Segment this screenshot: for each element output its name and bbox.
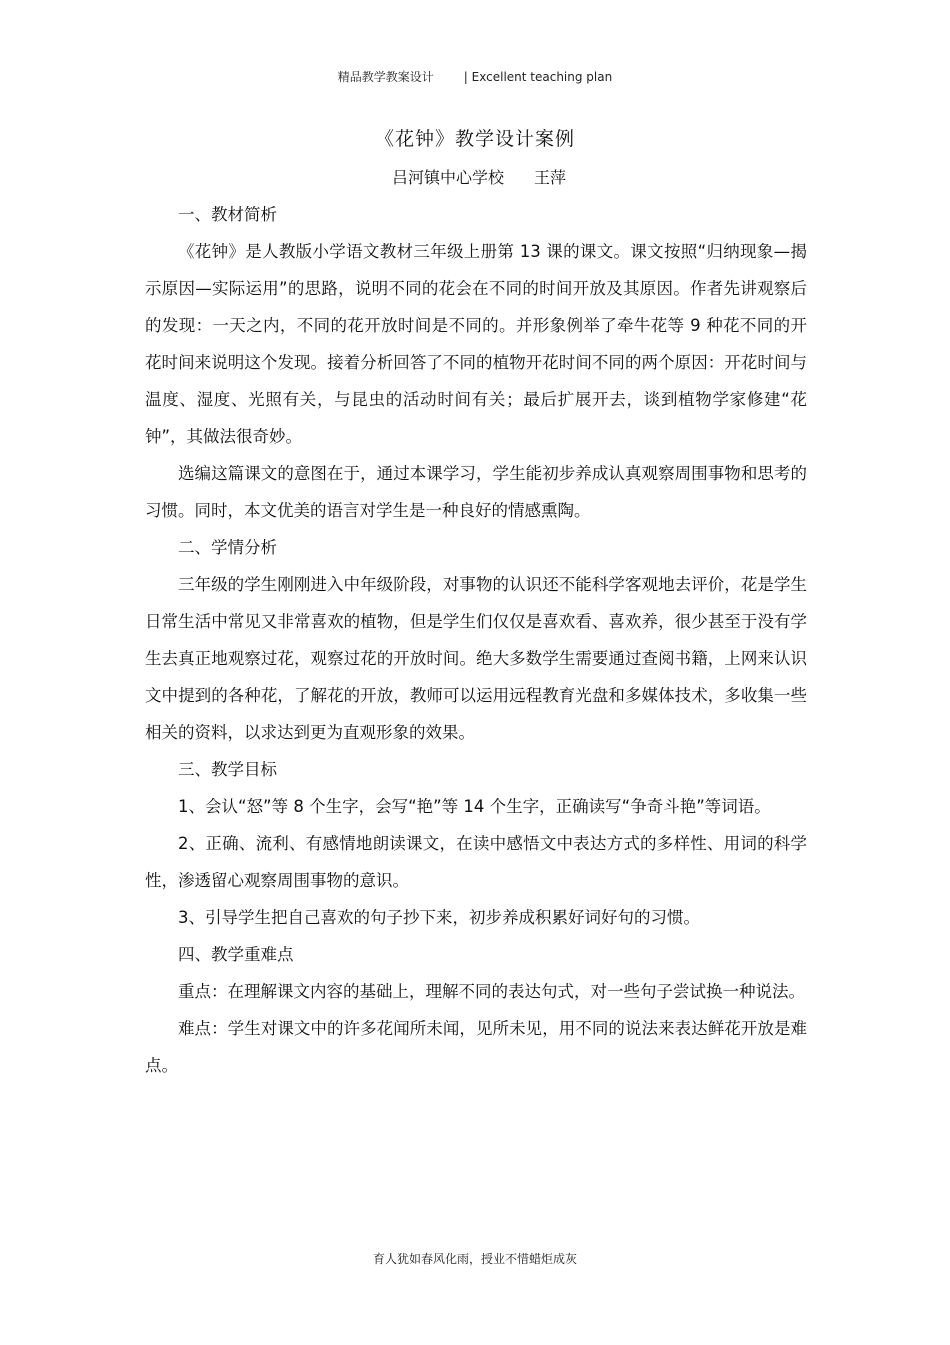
author-name: 王萍 <box>534 168 567 187</box>
page-header <box>0 68 950 85</box>
paragraph-difficulty: 难点：学生对课文中的许多花闻所未闻，见所未见，用不同的说法来表达鲜花开放是难点。 <box>145 1019 807 1075</box>
paragraph-material-analysis: 《花钟》是人教版小学语文教材三年级上册第 13 课的课文。课文按照“归纳现象—揭示原因—实际运用”的思路，说明不同的花会在不同的时间开放及其原因。作者先讲观察后的发现：一天之内，不同的花开放时间是不同的。并形象例举了牵牛花等 9 种花不同的开花时间来说明这个发现。接着分析回答了不同的植物开花时间不同的两个原因：开花时间与温度、湿度、光照有关，与昆虫的活动时间有关；最后扩展开去，谈到植物学家修建“花钟”，其做法很奇妙。 <box>145 242 807 446</box>
header-right-text: | Excellent teaching plan <box>463 70 613 84</box>
author-school: 吕河镇中心学校 <box>392 168 505 187</box>
section-heading-goals: 三、教学目标 <box>178 760 277 779</box>
header-left-text: 精品教学教案设计 <box>337 70 434 84</box>
goal-item-2: 2、正确、流利、有感情地朗读课文，在读中感悟文中表达方式的多样性、用词的科学性，渗透留心观察周围事物的意识。 <box>145 834 807 890</box>
document-body <box>145 196 807 1084</box>
section-heading-learner: 二、学情分析 <box>178 538 277 557</box>
paragraph-selection-intent: 选编这篇课文的意图在于，通过本课学习，学生能初步养成认真观察周围事物和思考的习惯。同时，本文优美的语言对学生是一种良好的情感熏陶。 <box>145 464 807 520</box>
goal-item-3: 3、引导学生把自己喜欢的句子抄下来，初步养成积累好词好句的习惯。 <box>178 908 700 927</box>
paragraph-learner-analysis: 三年级的学生刚刚进入中年级阶段，对事物的认识还不能科学客观地去评价，花是学生日常生活中常见又非常喜欢的植物，但是学生们仅仅是喜欢看、喜欢养，很少甚至于没有学生去真正地观察过花，观察过花的开放时间。绝大多数学生需要通过查阅书籍，上网来认识文中提到的各种花，了解花的开放，教师可以运用远程教育光盘和多媒体技术，多收集一些相关的资料，以求达到更为直观形象的效果。 <box>145 575 807 742</box>
section-heading-key-points: 四、教学重难点 <box>178 945 294 964</box>
section-heading-material: 一、教材简析 <box>178 205 277 224</box>
paragraph-key-point: 重点：在理解课文内容的基础上，理解不同的表达句式，对一些句子尝试换一种说法。 <box>178 982 805 1001</box>
page-footer: 育人犹如春风化雨，授业不惜蜡炬成灰 <box>372 1252 577 1266</box>
author-line <box>392 165 566 188</box>
goal-item-1: 1、会认“怒”等 8 个生字，会写“艳”等 14 个生字，正确读写“争奇斗艳”等词语。 <box>178 797 771 816</box>
document-title: 《花钟》教学设计案例 <box>374 128 575 150</box>
